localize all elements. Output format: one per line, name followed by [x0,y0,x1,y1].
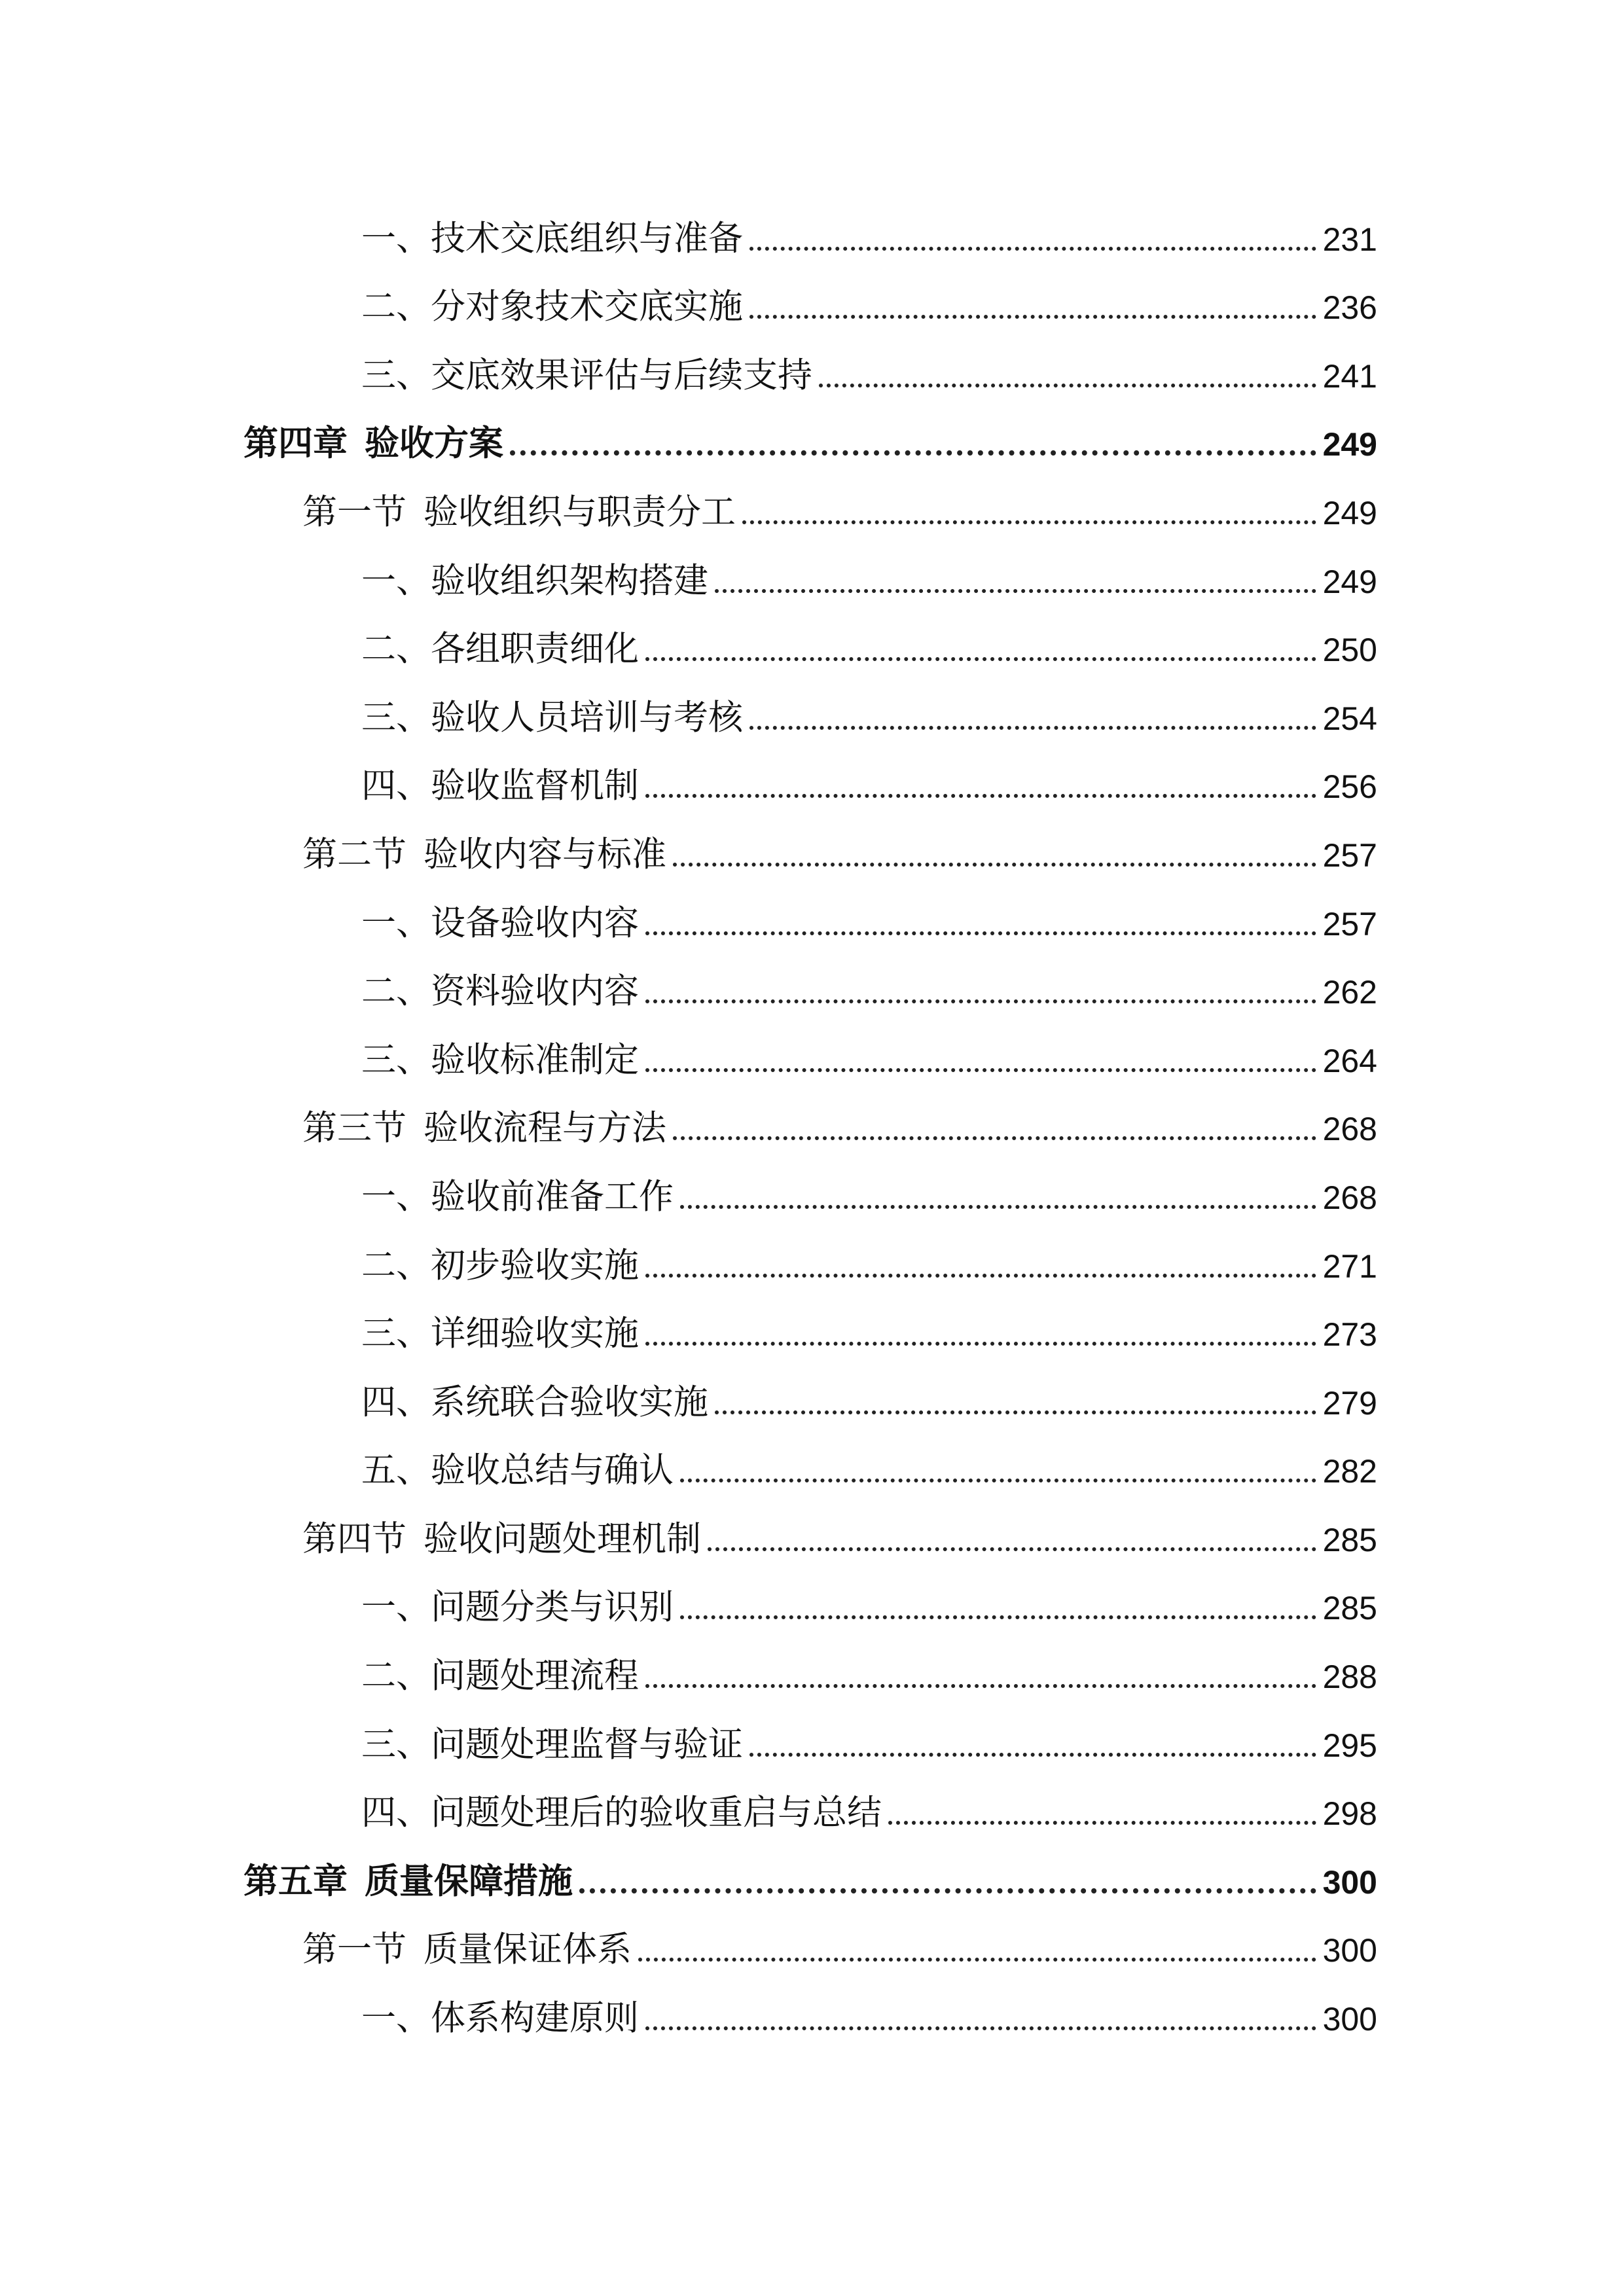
toc-entry-number: 二、 [361,1245,431,1285]
toc-entry-title [302,492,736,532]
toc-entry-number: 三、 [361,1724,431,1765]
toc-entry-page: 249 [1322,494,1377,531]
dot-leader [680,1479,1316,1482]
toc-entry-title [361,629,639,670]
toc-entry-page: 300 [1322,2001,1377,2038]
toc-entry-title [302,1929,632,1970]
toc-entry-page: 236 [1322,289,1377,327]
toc-entry-title [361,355,812,395]
toc-entry[interactable] [244,617,1377,685]
dot-leader [645,1342,1316,1346]
dot-leader [673,863,1316,867]
toc-entry-number: 五、 [361,1450,431,1491]
toc-entry-title [361,1998,639,2039]
toc-entry-number: 二、 [361,287,431,327]
toc-entry-title [361,287,743,327]
toc-entry-title [361,1245,639,1285]
toc-entry-number: 第四章 [244,423,348,464]
toc-entry-number: 三、 [361,1314,431,1354]
toc-entry[interactable] [244,1438,1377,1507]
dot-leader [749,726,1316,730]
toc-entry[interactable] [244,274,1377,343]
toc-entry[interactable] [244,1917,1377,1986]
toc-entry-number: 一、 [361,1176,431,1217]
table-of-contents [244,206,1377,2054]
dot-leader [638,1958,1316,1962]
toc-entry-number: 二、 [361,629,431,670]
toc-entry[interactable] [244,1780,1377,1849]
toc-entry-number: 二、 [361,1656,431,1696]
dot-leader [715,589,1316,593]
toc-entry-text: 验收总结与确认 [431,1450,674,1491]
toc-entry-title [361,766,639,806]
toc-entry-title [361,1382,708,1422]
toc-entry-title [361,1793,882,1833]
dot-leader [579,1888,1316,1893]
toc-entry-title [244,423,503,464]
toc-entry[interactable] [244,890,1377,959]
toc-entry-title [302,1108,666,1149]
toc-entry-number: 第二节 [302,834,406,874]
dot-leader [749,315,1316,319]
toc-entry-text: 质量保证体系 [424,1929,632,1970]
dot-leader [645,1684,1316,1688]
toc-entry[interactable] [244,1506,1377,1575]
toc-entry-text: 问题分类与识别 [431,1587,674,1628]
toc-entry[interactable] [244,1027,1377,1096]
dot-leader [680,1205,1316,1209]
toc-entry-text: 验收流程与方法 [424,1108,666,1149]
dot-leader [749,1753,1316,1757]
toc-entry-text: 分对象技术交底实施 [431,287,743,327]
dot-leader [680,1615,1316,1619]
toc-entry[interactable] [244,1369,1377,1438]
toc-entry-title [361,560,708,601]
toc-entry-text: 验收前准备工作 [431,1176,674,1217]
toc-entry-number: 一、 [361,218,431,259]
toc-entry-title [302,1518,701,1559]
toc-entry-title [361,971,639,1012]
toc-entry-title [361,1039,639,1080]
toc-entry-page: 295 [1322,1727,1377,1764]
toc-entry-page: 273 [1322,1316,1377,1354]
toc-entry-page: 268 [1322,1179,1377,1216]
toc-entry-page: 268 [1322,1111,1377,1148]
toc-entry-page: 262 [1322,974,1377,1011]
toc-entry-title [361,218,743,259]
toc-entry-page: 285 [1322,1590,1377,1627]
toc-entry-page: 257 [1322,905,1377,942]
toc-entry-page: 288 [1322,1659,1377,1696]
toc-entry-text: 验收方案 [365,423,503,464]
dot-leader [645,2026,1316,2030]
toc-entry[interactable] [244,685,1377,753]
toc-entry[interactable] [244,411,1377,480]
toc-entry-page: 254 [1322,700,1377,737]
toc-entry-number: 第三节 [302,1108,406,1149]
toc-entry-page: 264 [1322,1042,1377,1079]
dot-leader [645,794,1316,798]
dot-leader [749,247,1316,251]
toc-entry[interactable] [244,342,1377,411]
toc-entry-text: 验收内容与标准 [424,834,666,874]
toc-entry-text: 交底效果评估与后续支持 [431,355,812,395]
dot-leader [510,450,1316,456]
toc-entry-title [361,903,639,943]
toc-entry-number: 第四节 [302,1518,406,1559]
toc-entry-number: 第一节 [302,1929,406,1970]
toc-entry-page: 300 [1322,1932,1377,1969]
toc-entry-text: 各组职责细化 [431,629,639,670]
toc-entry-page: 256 [1322,768,1377,806]
dot-leader [645,1274,1316,1278]
toc-entry-text: 质量保障措施 [365,1861,573,1901]
dot-leader [673,1136,1316,1140]
toc-entry-number: 一、 [361,560,431,601]
toc-entry-number: 四、 [361,766,431,806]
toc-entry-number: 四、 [361,1382,431,1422]
dot-leader [715,1410,1316,1414]
toc-entry-title [361,1450,674,1491]
toc-entry[interactable] [244,753,1377,822]
toc-entry-text: 问题处理后的验收重启与总结 [431,1793,882,1833]
toc-entry[interactable] [244,959,1377,1028]
dot-leader [888,1821,1316,1825]
toc-entry-text: 验收问题处理机制 [424,1518,701,1559]
toc-entry-text: 体系构建原则 [431,1998,639,2039]
toc-entry-number: 四、 [361,1793,431,1833]
toc-entry-title [361,1724,743,1765]
toc-entry[interactable] [244,1164,1377,1232]
toc-entry-number: 三、 [361,697,431,738]
toc-entry-page: 250 [1322,632,1377,669]
toc-entry-number: 第一节 [302,492,406,532]
dot-leader [645,1068,1316,1072]
toc-entry[interactable] [244,1712,1377,1780]
dot-leader [742,520,1316,524]
toc-entry-page: 249 [1322,426,1377,463]
toc-entry-page: 300 [1322,1863,1377,1901]
toc-entry-text: 系统联合验收实施 [431,1382,708,1422]
toc-entry[interactable] [244,821,1377,890]
toc-entry-text: 问题处理流程 [431,1656,639,1696]
dot-leader [645,999,1316,1003]
toc-entry[interactable] [244,1232,1377,1301]
toc-entry-text: 技术交底组织与准备 [431,218,743,259]
toc-entry-title [361,1587,674,1628]
toc-entry-number: 三、 [361,355,431,395]
toc-entry-page: 231 [1322,221,1377,258]
toc-entry-page: 279 [1322,1384,1377,1422]
toc-entry[interactable] [244,206,1377,274]
toc-entry-text: 验收标准制定 [431,1039,639,1080]
toc-entry-text: 资料验收内容 [431,971,639,1012]
toc-entry-text: 问题处理监督与验证 [431,1724,743,1765]
toc-entry-title [361,1176,674,1217]
toc-entry-number: 二、 [361,971,431,1012]
toc-entry-title [361,1314,639,1354]
toc-entry[interactable] [244,1096,1377,1164]
toc-entry-page: 271 [1322,1247,1377,1285]
toc-entry-text: 验收组织架构搭建 [431,560,708,601]
toc-entry[interactable] [244,1985,1377,2054]
toc-entry[interactable] [244,1575,1377,1643]
dot-leader [645,931,1316,935]
toc-entry-title [302,834,666,874]
dot-leader [645,657,1316,661]
toc-entry-number: 一、 [361,1998,431,2039]
toc-entry-number: 第五章 [244,1861,348,1901]
toc-entry-page: 285 [1322,1521,1377,1558]
toc-entry-number: 一、 [361,1587,431,1628]
toc-entry[interactable] [244,1643,1377,1712]
toc-entry-title [244,1861,573,1901]
dot-leader [708,1547,1316,1551]
toc-entry-page: 298 [1322,1795,1377,1833]
toc-entry-text: 验收组织与职责分工 [424,492,736,532]
toc-entry-text: 详细验收实施 [431,1314,639,1354]
dot-leader [819,384,1316,387]
toc-entry-title [361,697,743,738]
toc-entry-number: 三、 [361,1039,431,1080]
toc-entry[interactable] [244,1848,1377,1917]
toc-entry-page: 282 [1322,1453,1377,1490]
toc-entry[interactable] [244,1301,1377,1370]
toc-entry-title [361,1656,639,1696]
toc-entry-page: 241 [1322,357,1377,395]
toc-entry-text: 验收监督机制 [431,766,639,806]
toc-entry-number: 一、 [361,903,431,943]
toc-entry-text: 验收人员培训与考核 [431,697,743,738]
toc-entry-page: 257 [1322,836,1377,874]
toc-entry[interactable] [244,548,1377,617]
toc-entry-page: 249 [1322,563,1377,600]
toc-entry[interactable] [244,479,1377,548]
toc-entry-text: 初步验收实施 [431,1245,639,1285]
toc-entry-text: 设备验收内容 [431,903,639,943]
